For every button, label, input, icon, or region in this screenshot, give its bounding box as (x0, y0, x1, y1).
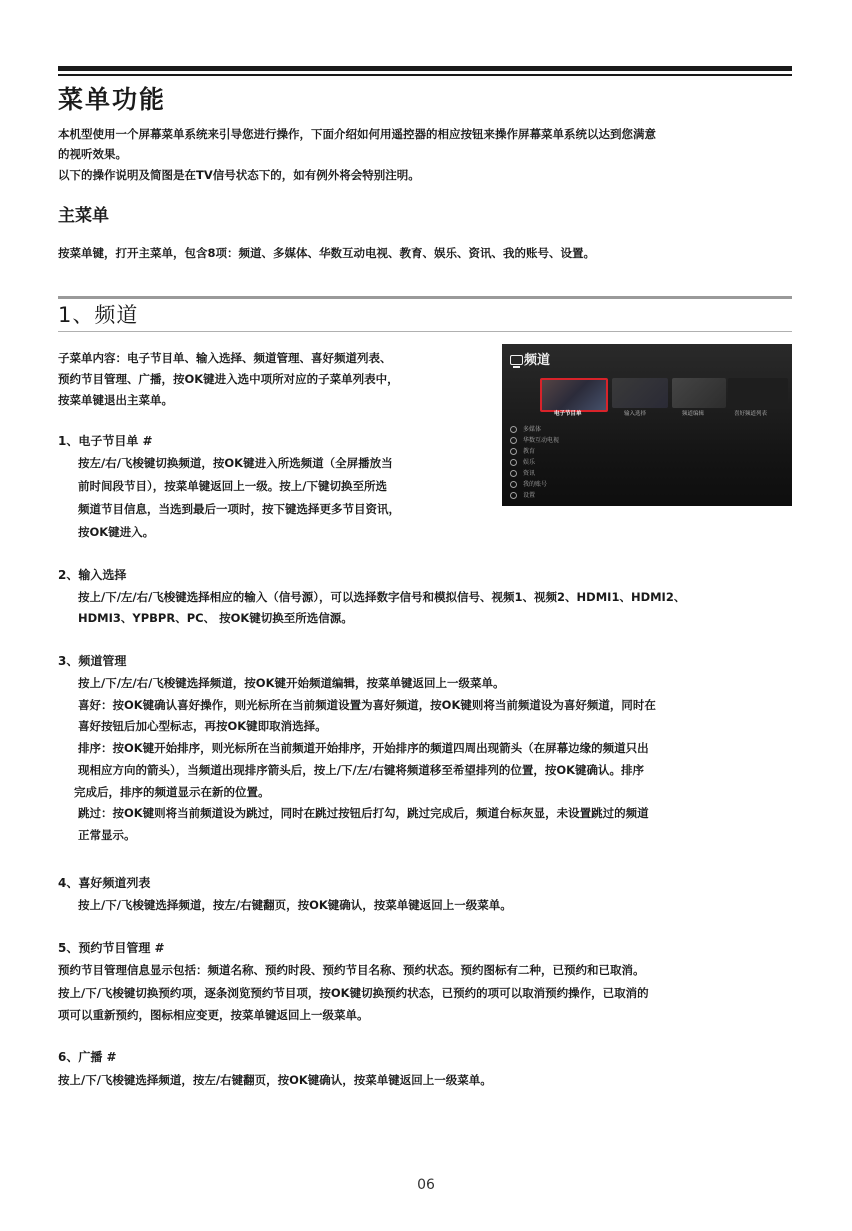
item-reserve-title: 5、预约节目管理 # (58, 941, 165, 955)
intro-line-3: 以下的操作说明及简图是在TV信号状态下的，如有例外将会特别注明。 (58, 168, 420, 182)
menu-item-icon (510, 481, 517, 488)
item-manage-line-5: 现相应方向的箭头），当频道出现排序箭头后，按上/下/左/右键将频道移至希望排列的位置，按OK键确认。排序 (78, 763, 645, 777)
item-manage-line-3: 喜好按钮后加心型标志，再按OK键即取消选择。 (78, 719, 327, 733)
item-fav-title: 4、喜好频道列表 (58, 876, 151, 890)
page-title: 菜单功能 (58, 85, 167, 114)
menu-item-icon (510, 459, 517, 466)
item-manage-line-6: 完成后，排序的频道显示在新的位置。 (74, 785, 270, 799)
item-manage-line-7: 跳过：按OK键则将当前频道设为跳过，同时在跳过按钮后打勾，跳过完成后，频道台标灰显，未设置跳过的频道 (78, 806, 649, 820)
item-manage-line-1: 按上/下/左/右/飞梭键选择频道，按OK键开始频道编辑，按菜单键返回上一级菜单。 (78, 676, 505, 690)
top-rule-thin (58, 74, 792, 76)
item-epg-line-2: 前时间段节目），按菜单键返回上一级。按上/下键切换至所选 (78, 479, 387, 493)
thumb-label-epg: 电子节目单 (554, 411, 582, 417)
menu-item-icon (510, 426, 517, 433)
section-intro-line-3: 按菜单键退出主菜单。 (58, 393, 173, 407)
thumb-label-edit: 频道编辑 (682, 411, 705, 417)
page-number: 06 (417, 1177, 435, 1193)
item-manage-line-4: 排序：按OK键开始排序，则光标所在当前频道开始排序，开始排序的频道四周出现箭头（在屏幕边缘的频道只出 (78, 741, 649, 755)
item-reserve-line-3: 项可以重新预约，图标相应变更，按菜单键返回上一级菜单。 (58, 1008, 369, 1022)
thumb-epg-selected (540, 378, 608, 412)
tv-menu-item: 教育 (510, 446, 559, 457)
section-heading-channel: 1、频道 (58, 303, 139, 327)
item-input-line-2: HDMI3、YPBPR、PC、 按OK键切换至所选信源。 (78, 611, 353, 625)
item-manage-title: 3、频道管理 (58, 654, 127, 668)
menu-item-icon (510, 437, 517, 444)
item-radio-title: 6、广播 # (58, 1050, 117, 1064)
thumb-favorites (728, 378, 788, 408)
intro-line-1: 本机型使用一个屏幕菜单系统来引导您进行操作，下面介绍如何用遥控器的相应按钮来操作屏幕菜单系统以达到您满意 (58, 127, 656, 141)
section-intro-line-2: 预约节目管理、广播，按OK键进入选中项所对应的子菜单列表中， (58, 372, 399, 386)
thumb-label-favorites: 喜好频道列表 (734, 411, 768, 417)
top-rule (58, 66, 792, 71)
tv-menu-title: 频道 (524, 353, 551, 368)
item-manage-line-8: 正常显示。 (78, 828, 136, 842)
intro-line-2: 的视听效果。 (58, 147, 127, 161)
item-reserve-line-2: 按上/下/飞梭键切换预约项，逐条浏览预约节目项，按OK键切换预约状态，已预约的项可以取消预约操作，已取消的 (58, 986, 649, 1000)
section-rule-bottom (58, 331, 792, 332)
item-epg-line-4: 按OK键进入。 (78, 525, 155, 539)
item-epg-line-1: 按左/右/飞梭键切换频道，按OK键进入所选频道（全屏播放当 (78, 456, 393, 470)
tv-menu-item: 华数互动电视 (510, 435, 559, 446)
thumb-label-input: 输入选择 (624, 411, 647, 417)
tv-menu-list (510, 424, 559, 501)
menu-item-icon (510, 470, 517, 477)
menu-item-icon (510, 492, 517, 499)
tv-menu-item: 资讯 (510, 468, 559, 479)
tv-menu-item: 多媒体 (510, 424, 559, 435)
tv-menu-screenshot (502, 344, 792, 506)
main-menu-text: 按菜单键，打开主菜单，包含8项：频道、多媒体、华数互动电视、教育、娱乐、资讯、我的账号、设置。 (58, 246, 595, 260)
item-input-line-1: 按上/下/左/右/飞梭键选择相应的输入（信号源），可以选择数字信号和模拟信号、视频1、视频2、HDMI1、HDMI2、 (78, 590, 686, 604)
tv-menu-item: 娱乐 (510, 457, 559, 468)
section-rule-top (58, 296, 792, 299)
main-menu-heading: 主菜单 (58, 206, 109, 226)
item-manage-line-2: 喜好：按OK键确认喜好操作，则光标所在当前频道设置为喜好频道，按OK键则将当前频道设为喜好频道，同时在 (78, 698, 656, 712)
tv-icon (510, 355, 523, 365)
item-epg-line-3: 频道节目信息，当选到最后一项时，按下键选择更多节目资讯， (78, 502, 400, 516)
item-radio-line-1: 按上/下/飞梭键选择频道，按左/右键翻页，按OK键确认，按菜单键返回上一级菜单。 (58, 1073, 492, 1087)
tv-menu-item: 设置 (510, 490, 559, 501)
tv-menu-item: 我的账号 (510, 479, 559, 490)
section-intro-line-1: 子菜单内容：电子节目单、输入选择、频道管理、喜好频道列表、 (58, 351, 392, 365)
item-input-title: 2、输入选择 (58, 568, 127, 582)
item-fav-line-1: 按上/下/飞梭键选择频道，按左/右键翻页，按OK键确认，按菜单键返回上一级菜单。 (78, 898, 512, 912)
item-epg-title: 1、电子节目单 # (58, 434, 153, 448)
thumb-input (612, 378, 668, 408)
thumb-channel-edit (672, 378, 726, 408)
item-reserve-line-1: 预约节目管理信息显示包括：频道名称、预约时段、预约节目名称、预约状态。预约图标有二种，已预约和已取消。 (58, 963, 645, 977)
menu-item-icon (510, 448, 517, 455)
